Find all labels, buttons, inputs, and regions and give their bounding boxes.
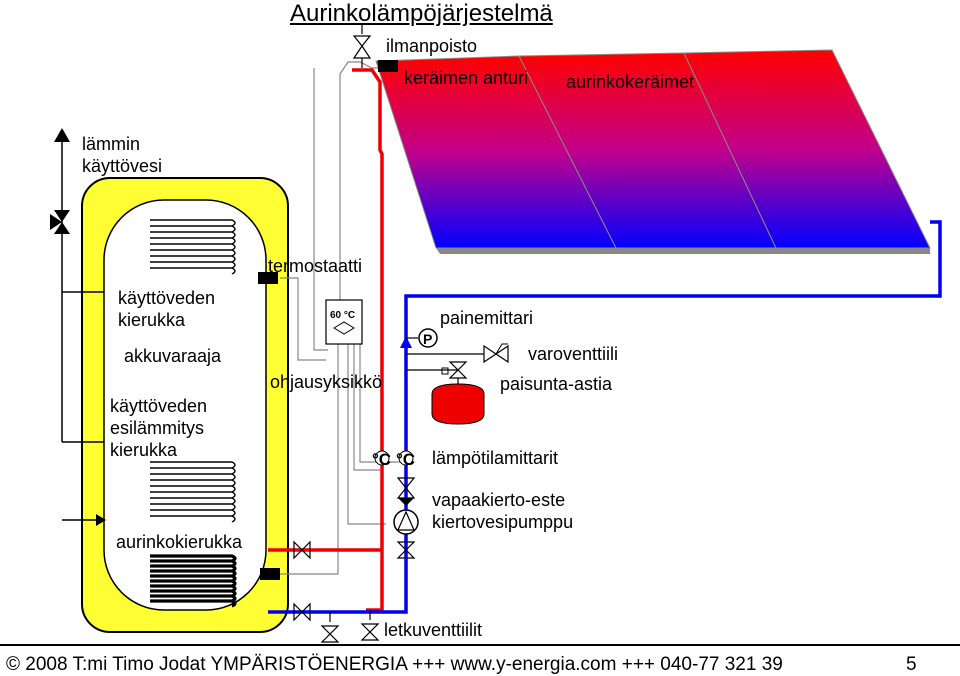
dhw-coil-label-line2: kierukka — [118, 310, 186, 330]
circulation-pump-label: kiertovesipumppu — [432, 512, 574, 532]
thermostat-label: termostaatti — [268, 256, 363, 276]
thermometers-label: lämpötilamittarit — [432, 448, 559, 468]
pressure-gauge-icon — [406, 329, 437, 347]
solar-coil-label: aurinkokierukka — [116, 532, 243, 552]
circulation-pump-icon — [394, 510, 418, 534]
safety-valve-icon — [406, 344, 508, 362]
fill-valves-label: letkuventtiilit — [384, 620, 483, 640]
preheat-coil-label-line2: esilämmitys — [110, 418, 205, 438]
return-pipe — [268, 222, 940, 612]
pressure-gauge-label: painemittari — [440, 308, 534, 328]
hot-water-label-line1: lämmin — [82, 134, 141, 154]
page-number: 5 — [906, 654, 917, 675]
air-vent-label: ilmanpoisto — [386, 36, 478, 56]
dhw-coil-label-line1: käyttöveden — [118, 288, 216, 308]
storage-tank-label: akkuvaraaja — [124, 346, 222, 366]
preheat-coil-label-line1: käyttöveden — [110, 396, 208, 416]
hot-water-label-line2: käyttövesi — [82, 156, 163, 176]
mixing-valve-icon — [50, 210, 70, 234]
thermometer-1-label: °C — [372, 450, 392, 469]
tank-sensor-icon — [260, 568, 280, 580]
control-unit-label: ohjausyksikkö — [270, 372, 383, 392]
solar-collectors-label: aurinkokeräimet — [566, 72, 695, 92]
collector-sensor-icon — [378, 60, 398, 72]
diagram-title: Aurinkolämpöjärjestelmä — [290, 0, 553, 27]
control-display: 60 °C — [330, 310, 356, 321]
pressure-symbol: P — [423, 331, 433, 347]
collector-sensor-label: keräimen anturi — [404, 68, 529, 88]
thermometer-2-label: °C — [396, 450, 416, 469]
footer-divider — [0, 644, 960, 646]
collector-frame — [436, 248, 930, 254]
preheat-coil-label-line3: kierukka — [110, 440, 178, 460]
footer — [0, 644, 960, 676]
hot-water-arrow — [54, 128, 70, 142]
fill-valve-icons — [322, 610, 378, 642]
footer-copyright: © 2008 T:mi Timo Jodat YMPÄRISTÖENERGIA +++ www.y-energia.com +++ 040-77 321 39 — [6, 654, 783, 675]
expansion-tank-label: paisunta-astia — [500, 374, 613, 394]
expansion-tank-icon — [406, 362, 484, 424]
check-valve-label: vapaakierto-este — [432, 490, 566, 510]
safety-valve-label: varoventtiili — [528, 344, 619, 364]
control-unit — [326, 300, 362, 344]
